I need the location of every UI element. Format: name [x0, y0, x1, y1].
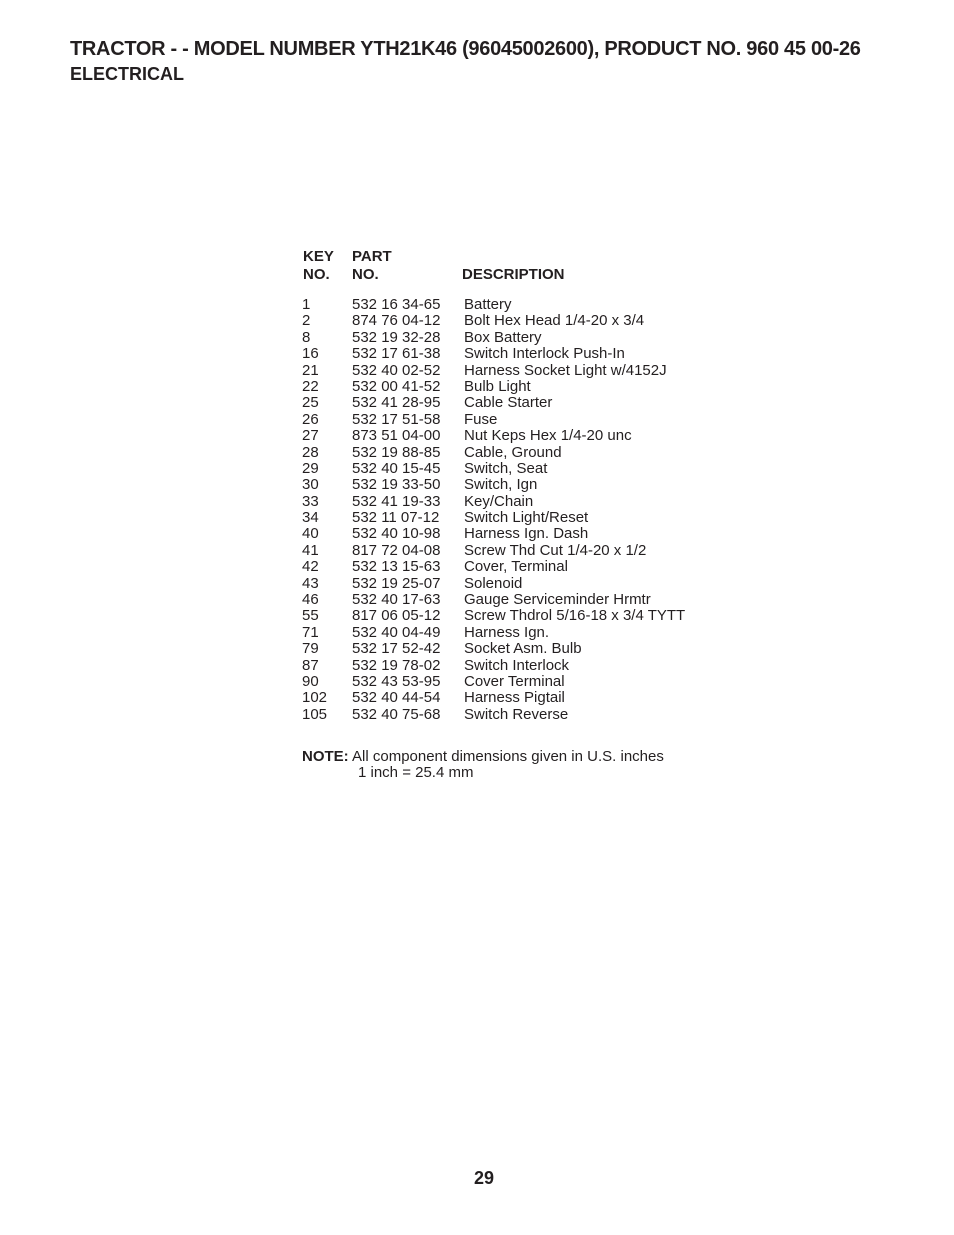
note-label: NOTE: — [302, 748, 349, 765]
part-no-cell: 874 76 04-12 — [352, 312, 441, 330]
part-no-cell: 532 17 52-42 — [352, 640, 441, 658]
key-no-cell: 33 — [302, 492, 319, 510]
description-cell: Solenoid — [464, 574, 523, 592]
description-cell: Fuse — [464, 410, 498, 428]
part-no-cell: 532 19 33-50 — [352, 476, 441, 494]
key-no-cell: 2 — [302, 312, 311, 330]
part-column-header-line2: NO. — [352, 266, 379, 283]
key-no-cell: 42 — [302, 558, 319, 576]
part-no-cell: 532 40 15-45 — [352, 459, 441, 477]
description-cell: Key/Chain — [464, 492, 534, 510]
note — [302, 749, 664, 781]
description-cell: Bolt Hex Head 1/4-20 x 3/4 — [464, 312, 645, 330]
description-cell: Switch, Seat — [464, 459, 548, 477]
part-no-cell: 532 19 25-07 — [352, 574, 441, 592]
description-cell: Harness Pigtail — [464, 689, 565, 707]
page-title: TRACTOR - - MODEL NUMBER YTH21K46 (96045002600), PRODUCT NO. 960 45 00-26 — [70, 38, 861, 60]
part-no-cell: 532 00 41-52 — [352, 377, 441, 395]
part-no-cell: 532 40 17-63 — [352, 591, 441, 609]
description-cell: Switch Interlock — [464, 656, 570, 674]
key-no-cell: 21 — [302, 361, 319, 379]
section-title: ELECTRICAL — [70, 64, 184, 84]
part-no-cell: 532 19 88-85 — [352, 443, 441, 461]
part-no-cell: 873 51 04-00 — [352, 427, 441, 445]
part-no-cell: 817 06 05-12 — [352, 607, 441, 625]
key-no-cell: 28 — [302, 443, 319, 461]
description-cell: Switch Reverse — [464, 705, 569, 723]
part-no-cell: 532 40 04-49 — [352, 623, 441, 641]
part-no-cell: 532 19 32-28 — [352, 328, 441, 346]
key-no-cell: 40 — [302, 525, 319, 543]
part-no-cell: 817 72 04-08 — [352, 541, 441, 559]
key-no-cell: 29 — [302, 459, 319, 477]
key-no-cell: 102 — [302, 689, 328, 707]
description-cell: Bulb Light — [464, 377, 531, 395]
description-cell: Nut Keps Hex 1/4-20 unc — [464, 427, 632, 445]
key-no-cell: 43 — [302, 574, 319, 592]
part-column-header-line1: PART — [352, 248, 392, 265]
key-no-cell: 8 — [302, 328, 311, 346]
description-cell: Harness Ign. Dash — [464, 525, 589, 543]
key-column-header-line1: KEY — [303, 248, 334, 265]
part-no-cell: 532 41 19-33 — [352, 492, 441, 510]
key-no-cell: 26 — [302, 410, 319, 428]
key-no-cell: 16 — [302, 345, 319, 363]
key-no-cell: 1 — [302, 296, 311, 313]
key-no-cell: 34 — [302, 509, 319, 527]
description-cell: Socket Asm. Bulb — [464, 640, 582, 658]
description-cell: Screw Thd Cut 1/4-20 x 1/2 — [464, 541, 647, 559]
description-cell: Switch, Ign — [464, 476, 538, 494]
description-cell: Cable Starter — [464, 394, 553, 412]
key-no-cell: 22 — [302, 377, 319, 395]
key-no-cell: 79 — [302, 640, 319, 658]
key-no-cell: 105 — [302, 705, 328, 723]
key-no-cell: 55 — [302, 607, 319, 625]
note-text: All component dimensions given in U.S. inches — [352, 748, 664, 765]
key-no-cell: 90 — [302, 672, 319, 690]
description-cell: Switch Interlock Push-In — [464, 345, 625, 363]
description-cell: Cable, Ground — [464, 443, 562, 461]
part-no-cell: 532 41 28-95 — [352, 394, 441, 412]
note-line2: 1 inch = 25.4 mm — [358, 764, 474, 781]
description-cell: Screw Thdrol 5/16-18 x 3/4 TYTT — [464, 607, 686, 625]
key-no-cell: 41 — [302, 541, 319, 559]
part-no-cell: 532 43 53-95 — [352, 672, 441, 690]
part-no-cell: 532 17 61-38 — [352, 345, 441, 363]
part-no-cell: 532 13 15-63 — [352, 558, 441, 576]
description-cell: Switch Light/Reset — [464, 509, 589, 527]
key-no-cell: 87 — [302, 656, 319, 674]
part-no-cell: 532 19 78-02 — [352, 656, 441, 674]
part-no-cell: 532 11 07-12 — [352, 509, 440, 527]
description-cell: Harness Socket Light w/4152J — [464, 361, 667, 379]
page-number: 29 — [473, 1168, 495, 1188]
key-no-cell: 30 — [302, 476, 319, 494]
description-cell: Cover, Terminal — [464, 558, 568, 576]
part-no-cell: 532 40 10-98 — [352, 525, 441, 543]
part-no-cell: 532 40 44-54 — [352, 689, 441, 707]
part-no-cell: 532 40 75-68 — [352, 705, 441, 723]
part-no-cell: 532 17 51-58 — [352, 410, 441, 428]
description-cell: Harness Ign. — [464, 623, 550, 641]
description-cell: Box Battery — [464, 328, 542, 346]
description-cell: Gauge Serviceminder Hrmtr — [464, 591, 651, 609]
key-no-cell: 46 — [302, 591, 319, 609]
part-no-cell: 532 40 02-52 — [352, 361, 441, 379]
key-column-header-line2: NO. — [303, 266, 330, 283]
description-column-header: DESCRIPTION — [462, 266, 565, 283]
description-cell: Cover Terminal — [464, 672, 565, 690]
note-line1 — [302, 749, 664, 765]
description-cell: Battery — [464, 296, 512, 313]
key-no-cell: 71 — [302, 623, 319, 641]
key-no-cell: 25 — [302, 394, 319, 412]
key-no-cell: 27 — [302, 427, 319, 445]
part-no-cell: 532 16 34-65 — [352, 296, 441, 313]
